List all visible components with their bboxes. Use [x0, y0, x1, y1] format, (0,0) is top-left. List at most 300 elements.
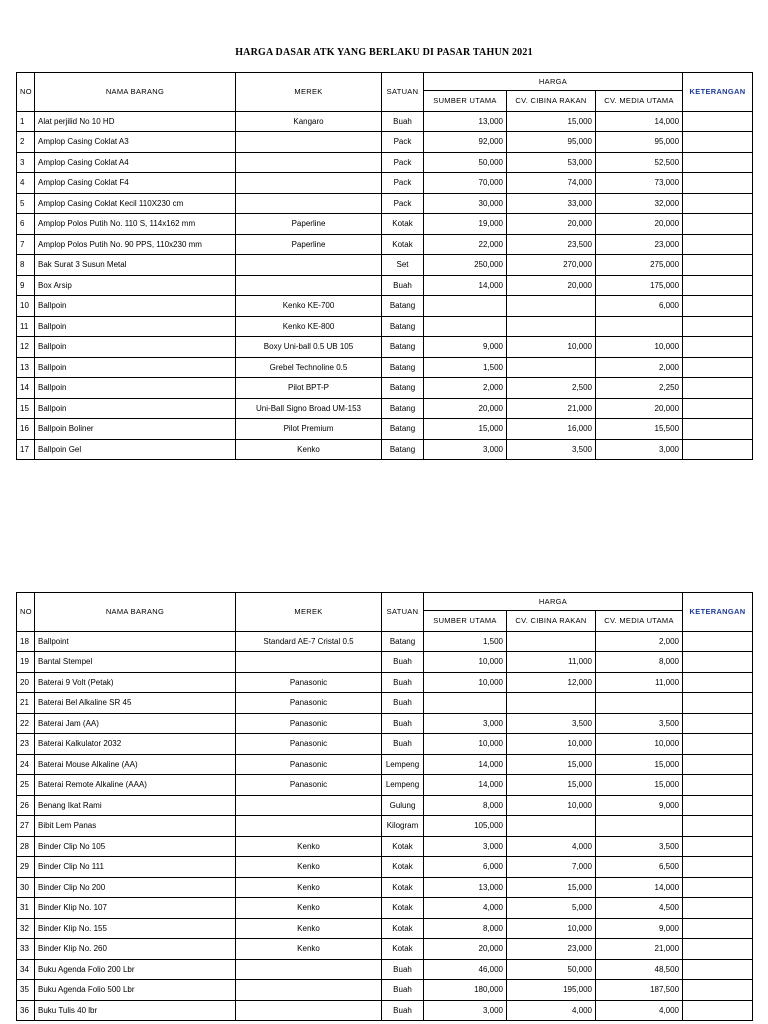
header-cv-media-utama: CV. MEDIA UTAMA: [596, 91, 683, 112]
cell-cv-media-utama: 187,500: [596, 980, 683, 1001]
cell-no: 30: [17, 877, 35, 898]
cell-merek: [236, 152, 382, 173]
table-row: [17, 316, 753, 337]
header-sumber-utama: SUMBER UTAMA: [424, 611, 507, 632]
table-row: [17, 152, 753, 173]
cell-keterangan: [683, 193, 753, 214]
cell-satuan: Pack: [382, 193, 424, 214]
header-cv-cibina-rakan: CV. CIBINA RAKAN: [507, 611, 596, 632]
cell-no: 31: [17, 898, 35, 919]
table-row: [17, 132, 753, 153]
header-keterangan: KETERANGAN: [683, 593, 753, 632]
cell-keterangan: [683, 255, 753, 276]
cell-sumber-utama: 14,000: [424, 775, 507, 796]
cell-cv-media-utama: 6,500: [596, 857, 683, 878]
cell-nama-barang: Alat perjilid No 10 HD: [35, 111, 236, 132]
header-no: NO: [17, 73, 35, 112]
cell-keterangan: [683, 980, 753, 1001]
cell-cv-cibina-rakan: 5,000: [507, 898, 596, 919]
cell-cv-cibina-rakan: 53,000: [507, 152, 596, 173]
cell-no: 7: [17, 234, 35, 255]
cell-merek: Kenko KE-800: [236, 316, 382, 337]
cell-cv-cibina-rakan: 15,000: [507, 111, 596, 132]
table-row: [17, 173, 753, 194]
cell-nama-barang: Ballpoin: [35, 296, 236, 317]
cell-no: 24: [17, 754, 35, 775]
cell-nama-barang: Ballpoin: [35, 378, 236, 399]
cell-sumber-utama: 1,500: [424, 631, 507, 652]
cell-cv-cibina-rakan: 33,000: [507, 193, 596, 214]
cell-cv-cibina-rakan: 21,000: [507, 398, 596, 419]
table-row: [17, 959, 753, 980]
cell-keterangan: [683, 816, 753, 837]
header-sumber-utama: SUMBER UTAMA: [424, 91, 507, 112]
cell-satuan: Buah: [382, 652, 424, 673]
cell-nama-barang: Ballpoin Gel: [35, 439, 236, 460]
cell-keterangan: [683, 652, 753, 673]
cell-merek: [236, 1000, 382, 1021]
table-row: [17, 214, 753, 235]
cell-satuan: Lempeng: [382, 775, 424, 796]
cell-merek: [236, 816, 382, 837]
cell-satuan: Kotak: [382, 918, 424, 939]
cell-no: 21: [17, 693, 35, 714]
cell-merek: Kenko KE-700: [236, 296, 382, 317]
table-row: [17, 378, 753, 399]
cell-sumber-utama: [424, 296, 507, 317]
cell-sumber-utama: 10,000: [424, 672, 507, 693]
cell-keterangan: [683, 378, 753, 399]
cell-cv-media-utama: 3,000: [596, 439, 683, 460]
cell-cv-media-utama: 3,500: [596, 713, 683, 734]
cell-cv-cibina-rakan: 23,500: [507, 234, 596, 255]
cell-keterangan: [683, 754, 753, 775]
cell-keterangan: [683, 296, 753, 317]
cell-no: 5: [17, 193, 35, 214]
cell-cv-media-utama: 15,000: [596, 775, 683, 796]
table-row: [17, 275, 753, 296]
cell-sumber-utama: 250,000: [424, 255, 507, 276]
cell-no: 20: [17, 672, 35, 693]
header-cv-media-utama: CV. MEDIA UTAMA: [596, 611, 683, 632]
cell-satuan: Kotak: [382, 214, 424, 235]
cell-sumber-utama: 30,000: [424, 193, 507, 214]
cell-cv-cibina-rakan: [507, 357, 596, 378]
cell-merek: Panasonic: [236, 693, 382, 714]
table-row: [17, 652, 753, 673]
header-keterangan: KETERANGAN: [683, 73, 753, 112]
cell-sumber-utama: 1,500: [424, 357, 507, 378]
cell-sumber-utama: 19,000: [424, 214, 507, 235]
cell-cv-cibina-rakan: [507, 816, 596, 837]
cell-no: 18: [17, 631, 35, 652]
cell-no: 35: [17, 980, 35, 1001]
table-row: [17, 111, 753, 132]
cell-satuan: Pack: [382, 173, 424, 194]
cell-cv-media-utama: 95,000: [596, 132, 683, 153]
cell-sumber-utama: 9,000: [424, 337, 507, 358]
cell-no: 13: [17, 357, 35, 378]
header-merek: MEREK: [236, 593, 382, 632]
cell-keterangan: [683, 795, 753, 816]
cell-merek: [236, 980, 382, 1001]
cell-cv-cibina-rakan: 20,000: [507, 214, 596, 235]
cell-nama-barang: Baterai Mouse Alkaline (AA): [35, 754, 236, 775]
cell-cv-media-utama: 32,000: [596, 193, 683, 214]
cell-cv-media-utama: [596, 816, 683, 837]
cell-nama-barang: Buku Tulis 40 lbr: [35, 1000, 236, 1021]
cell-cv-media-utama: 21,000: [596, 939, 683, 960]
cell-nama-barang: Binder Klip No. 260: [35, 939, 236, 960]
table-row: [17, 939, 753, 960]
table-row: [17, 1000, 753, 1021]
header-cv-cibina-rakan: CV. CIBINA RAKAN: [507, 91, 596, 112]
cell-satuan: Kotak: [382, 857, 424, 878]
cell-sumber-utama: 46,000: [424, 959, 507, 980]
cell-cv-media-utama: 2,250: [596, 378, 683, 399]
cell-merek: Kenko: [236, 898, 382, 919]
cell-cv-cibina-rakan: 10,000: [507, 795, 596, 816]
cell-satuan: Buah: [382, 980, 424, 1001]
cell-no: 6: [17, 214, 35, 235]
cell-keterangan: [683, 775, 753, 796]
table-row: [17, 877, 753, 898]
cell-keterangan: [683, 152, 753, 173]
cell-no: 16: [17, 419, 35, 440]
cell-cv-media-utama: 73,000: [596, 173, 683, 194]
cell-nama-barang: Binder Clip No 105: [35, 836, 236, 857]
cell-merek: Grebel Technoline 0.5: [236, 357, 382, 378]
table-row: [17, 672, 753, 693]
cell-merek: Panasonic: [236, 713, 382, 734]
cell-keterangan: [683, 672, 753, 693]
cell-satuan: Buah: [382, 275, 424, 296]
cell-sumber-utama: 15,000: [424, 419, 507, 440]
table-row: [17, 234, 753, 255]
cell-no: 26: [17, 795, 35, 816]
cell-nama-barang: Ballpoint: [35, 631, 236, 652]
cell-nama-barang: Ballpoin Boliner: [35, 419, 236, 440]
cell-satuan: Buah: [382, 111, 424, 132]
cell-satuan: Batang: [382, 378, 424, 399]
cell-sumber-utama: 8,000: [424, 918, 507, 939]
cell-keterangan: [683, 631, 753, 652]
page-title: HARGA DASAR ATK YANG BERLAKU DI PASAR TAHUN 2021: [235, 47, 533, 58]
cell-cv-cibina-rakan: 4,000: [507, 1000, 596, 1021]
cell-cv-cibina-rakan: 11,000: [507, 652, 596, 673]
cell-no: 2: [17, 132, 35, 153]
cell-cv-cibina-rakan: 74,000: [507, 173, 596, 194]
cell-no: 17: [17, 439, 35, 460]
table-row: [17, 816, 753, 837]
table-row: [17, 734, 753, 755]
cell-merek: [236, 275, 382, 296]
cell-sumber-utama: 3,000: [424, 713, 507, 734]
header-harga: HARGA: [424, 73, 683, 91]
cell-cv-media-utama: 20,000: [596, 214, 683, 235]
cell-no: 3: [17, 152, 35, 173]
cell-no: 19: [17, 652, 35, 673]
cell-nama-barang: Amplop Polos Putih No. 90 PPS, 110x230 mm: [35, 234, 236, 255]
cell-merek: Paperline: [236, 214, 382, 235]
cell-no: 4: [17, 173, 35, 194]
cell-satuan: Batang: [382, 337, 424, 358]
cell-satuan: Pack: [382, 152, 424, 173]
cell-merek: Panasonic: [236, 775, 382, 796]
cell-satuan: Batang: [382, 357, 424, 378]
cell-nama-barang: Ballpoin: [35, 357, 236, 378]
cell-cv-media-utama: 15,500: [596, 419, 683, 440]
cell-sumber-utama: 8,000: [424, 795, 507, 816]
cell-nama-barang: Binder Klip No. 107: [35, 898, 236, 919]
cell-satuan: Kotak: [382, 836, 424, 857]
cell-keterangan: [683, 398, 753, 419]
cell-cv-cibina-rakan: 7,000: [507, 857, 596, 878]
cell-nama-barang: Baterai Kalkulator 2032: [35, 734, 236, 755]
cell-keterangan: [683, 132, 753, 153]
cell-keterangan: [683, 173, 753, 194]
cell-sumber-utama: 22,000: [424, 234, 507, 255]
price-table-1: [16, 72, 753, 460]
cell-cv-media-utama: 14,000: [596, 111, 683, 132]
cell-merek: Kenko: [236, 439, 382, 460]
cell-cv-cibina-rakan: 3,500: [507, 713, 596, 734]
cell-nama-barang: Baterai Bel Alkaline SR 45: [35, 693, 236, 714]
cell-merek: Uni-Ball Signo Broad UM-153: [236, 398, 382, 419]
cell-nama-barang: Benang Ikat Rami: [35, 795, 236, 816]
cell-no: 33: [17, 939, 35, 960]
cell-sumber-utama: 13,000: [424, 111, 507, 132]
cell-cv-media-utama: 23,000: [596, 234, 683, 255]
cell-nama-barang: Baterai 9 Volt (Petak): [35, 672, 236, 693]
cell-satuan: Kotak: [382, 234, 424, 255]
cell-cv-cibina-rakan: 16,000: [507, 419, 596, 440]
cell-merek: [236, 795, 382, 816]
cell-merek: [236, 132, 382, 153]
cell-keterangan: [683, 214, 753, 235]
cell-no: 28: [17, 836, 35, 857]
cell-satuan: Buah: [382, 1000, 424, 1021]
cell-merek: Kenko: [236, 857, 382, 878]
table-row: [17, 918, 753, 939]
cell-cv-media-utama: 9,000: [596, 795, 683, 816]
price-table-2: [16, 592, 753, 1021]
cell-merek: Paperline: [236, 234, 382, 255]
cell-keterangan: [683, 275, 753, 296]
cell-cv-cibina-rakan: 20,000: [507, 275, 596, 296]
table-row: [17, 439, 753, 460]
cell-cv-cibina-rakan: 15,000: [507, 877, 596, 898]
cell-cv-cibina-rakan: 10,000: [507, 337, 596, 358]
cell-cv-cibina-rakan: 95,000: [507, 132, 596, 153]
cell-merek: Boxy Uni-ball 0.5 UB 105: [236, 337, 382, 358]
cell-nama-barang: Buku Agenda Folio 200 Lbr: [35, 959, 236, 980]
cell-keterangan: [683, 734, 753, 755]
cell-keterangan: [683, 918, 753, 939]
cell-no: 14: [17, 378, 35, 399]
cell-keterangan: [683, 337, 753, 358]
cell-merek: Standard AE-7 Cristal 0.5: [236, 631, 382, 652]
cell-cv-cibina-rakan: [507, 316, 596, 337]
cell-sumber-utama: 10,000: [424, 652, 507, 673]
cell-no: 1: [17, 111, 35, 132]
table-row: [17, 255, 753, 276]
cell-satuan: Batang: [382, 439, 424, 460]
cell-cv-cibina-rakan: [507, 631, 596, 652]
cell-cv-media-utama: 2,000: [596, 357, 683, 378]
cell-sumber-utama: 14,000: [424, 275, 507, 296]
cell-keterangan: [683, 234, 753, 255]
table-row: [17, 898, 753, 919]
table-row: [17, 419, 753, 440]
cell-merek: [236, 959, 382, 980]
cell-cv-media-utama: 9,000: [596, 918, 683, 939]
cell-cv-cibina-rakan: 4,000: [507, 836, 596, 857]
header-merek: MEREK: [236, 73, 382, 112]
cell-sumber-utama: 3,000: [424, 836, 507, 857]
cell-merek: Kenko: [236, 877, 382, 898]
cell-sumber-utama: 180,000: [424, 980, 507, 1001]
table-row: [17, 795, 753, 816]
cell-cv-media-utama: [596, 316, 683, 337]
cell-cv-cibina-rakan: 50,000: [507, 959, 596, 980]
cell-nama-barang: Bibit Lem Panas: [35, 816, 236, 837]
cell-merek: [236, 193, 382, 214]
cell-satuan: Pack: [382, 132, 424, 153]
cell-no: 23: [17, 734, 35, 755]
cell-cv-cibina-rakan: 270,000: [507, 255, 596, 276]
cell-nama-barang: Binder Klip No. 155: [35, 918, 236, 939]
cell-sumber-utama: 92,000: [424, 132, 507, 153]
cell-nama-barang: Amplop Casing Coklat Kecil 110X230 cm: [35, 193, 236, 214]
cell-sumber-utama: 4,000: [424, 898, 507, 919]
cell-nama-barang: Bantal Stempel: [35, 652, 236, 673]
cell-no: 10: [17, 296, 35, 317]
cell-satuan: Batang: [382, 631, 424, 652]
cell-no: 15: [17, 398, 35, 419]
cell-keterangan: [683, 898, 753, 919]
cell-sumber-utama: 3,000: [424, 1000, 507, 1021]
cell-no: 29: [17, 857, 35, 878]
cell-keterangan: [683, 877, 753, 898]
cell-merek: Pilot BPT-P: [236, 378, 382, 399]
cell-satuan: Set: [382, 255, 424, 276]
cell-satuan: Kotak: [382, 898, 424, 919]
table-row: [17, 836, 753, 857]
cell-merek: Panasonic: [236, 754, 382, 775]
cell-nama-barang: Bak Surat 3 Susun Metal: [35, 255, 236, 276]
cell-cv-media-utama: 4,500: [596, 898, 683, 919]
cell-cv-media-utama: 11,000: [596, 672, 683, 693]
cell-cv-cibina-rakan: 195,000: [507, 980, 596, 1001]
cell-satuan: Kilogram: [382, 816, 424, 837]
cell-satuan: Kotak: [382, 877, 424, 898]
cell-satuan: Buah: [382, 959, 424, 980]
cell-nama-barang: Amplop Polos Putih No. 110 S, 114x162 mm: [35, 214, 236, 235]
table-row: [17, 193, 753, 214]
cell-no: 36: [17, 1000, 35, 1021]
cell-cv-media-utama: 48,500: [596, 959, 683, 980]
table-row: [17, 857, 753, 878]
cell-nama-barang: Binder Clip No 111: [35, 857, 236, 878]
cell-merek: [236, 652, 382, 673]
cell-cv-cibina-rakan: 15,000: [507, 775, 596, 796]
cell-nama-barang: Baterai Remote Alkaline (AAA): [35, 775, 236, 796]
header-satuan: SATUAN: [382, 593, 424, 632]
cell-cv-cibina-rakan: [507, 693, 596, 714]
cell-cv-media-utama: 10,000: [596, 734, 683, 755]
table-row: [17, 631, 753, 652]
cell-cv-media-utama: 4,000: [596, 1000, 683, 1021]
cell-merek: Kenko: [236, 836, 382, 857]
cell-satuan: Gulung: [382, 795, 424, 816]
cell-no: 27: [17, 816, 35, 837]
cell-keterangan: [683, 1000, 753, 1021]
table-row: [17, 357, 753, 378]
cell-no: 25: [17, 775, 35, 796]
cell-merek: Panasonic: [236, 734, 382, 755]
cell-satuan: Kotak: [382, 939, 424, 960]
cell-satuan: Batang: [382, 398, 424, 419]
cell-satuan: Buah: [382, 693, 424, 714]
cell-sumber-utama: [424, 316, 507, 337]
table-row: [17, 693, 753, 714]
cell-sumber-utama: 20,000: [424, 398, 507, 419]
cell-merek: [236, 255, 382, 276]
cell-cv-cibina-rakan: 15,000: [507, 754, 596, 775]
cell-satuan: Batang: [382, 316, 424, 337]
cell-no: 22: [17, 713, 35, 734]
cell-keterangan: [683, 939, 753, 960]
cell-cv-media-utama: 10,000: [596, 337, 683, 358]
table-row: [17, 337, 753, 358]
cell-cv-media-utama: 175,000: [596, 275, 683, 296]
cell-cv-media-utama: [596, 693, 683, 714]
cell-keterangan: [683, 439, 753, 460]
cell-merek: Panasonic: [236, 672, 382, 693]
cell-keterangan: [683, 111, 753, 132]
cell-nama-barang: Amplop Casing Coklat A4: [35, 152, 236, 173]
cell-keterangan: [683, 419, 753, 440]
table-row: [17, 296, 753, 317]
cell-nama-barang: Ballpoin: [35, 337, 236, 358]
table-row: [17, 713, 753, 734]
cell-sumber-utama: 3,000: [424, 439, 507, 460]
cell-keterangan: [683, 713, 753, 734]
cell-no: 34: [17, 959, 35, 980]
cell-no: 9: [17, 275, 35, 296]
cell-cv-cibina-rakan: 23,000: [507, 939, 596, 960]
cell-sumber-utama: 14,000: [424, 754, 507, 775]
cell-keterangan: [683, 693, 753, 714]
cell-sumber-utama: 70,000: [424, 173, 507, 194]
cell-keterangan: [683, 857, 753, 878]
cell-sumber-utama: 10,000: [424, 734, 507, 755]
cell-no: 12: [17, 337, 35, 358]
cell-cv-media-utama: 275,000: [596, 255, 683, 276]
cell-sumber-utama: 50,000: [424, 152, 507, 173]
cell-cv-cibina-rakan: 2,500: [507, 378, 596, 399]
cell-satuan: Lempeng: [382, 754, 424, 775]
header-nama-barang: NAMA BARANG: [35, 73, 236, 112]
cell-keterangan: [683, 357, 753, 378]
cell-no: 11: [17, 316, 35, 337]
cell-nama-barang: Ballpoin: [35, 316, 236, 337]
cell-satuan: Batang: [382, 419, 424, 440]
cell-cv-media-utama: 8,000: [596, 652, 683, 673]
cell-sumber-utama: 2,000: [424, 378, 507, 399]
cell-nama-barang: Amplop Casing Coklat A3: [35, 132, 236, 153]
